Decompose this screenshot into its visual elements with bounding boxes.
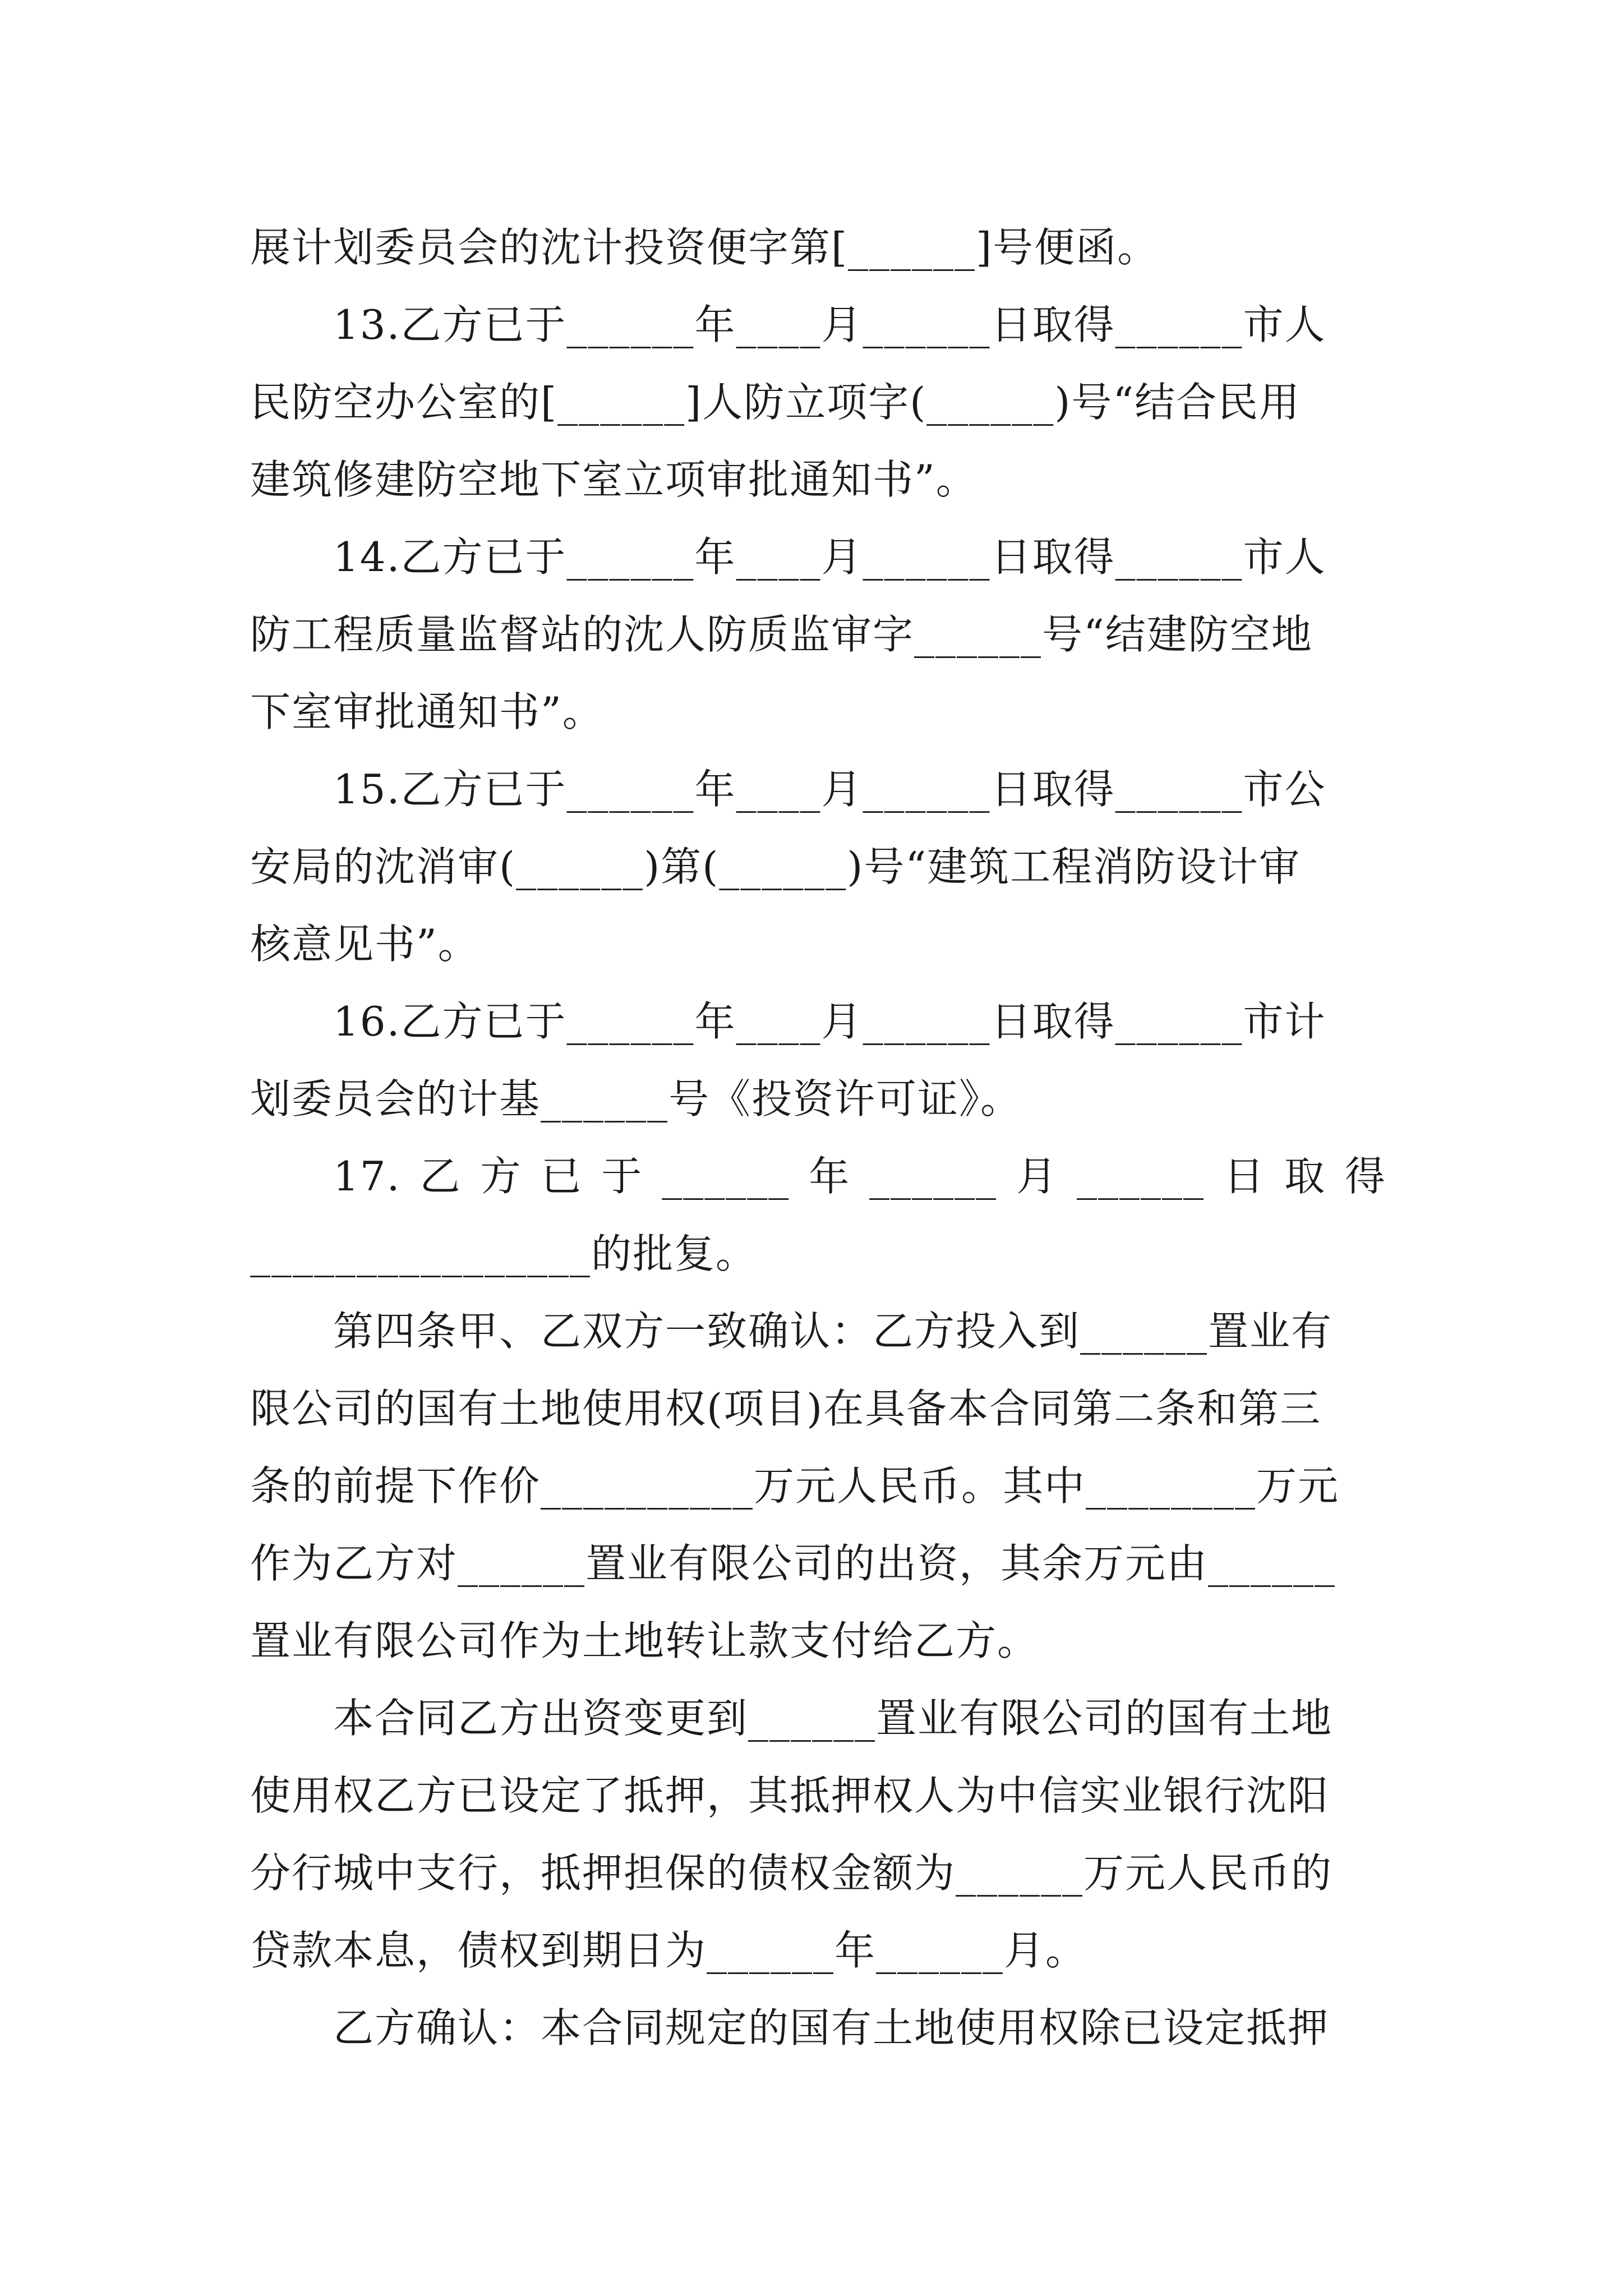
text-line: 第四条甲、乙双方一致确认：乙方投入到______置业有: [250, 1308, 1333, 1355]
text-token: ______: [662, 1153, 790, 1200]
text-line: 作为乙方对______置业有限公司的出资，其余万元由______: [250, 1540, 1336, 1587]
text-line: 下室审批通知书”。: [250, 688, 604, 735]
text-token: 已: [541, 1153, 583, 1200]
text-line: 乙方确认：本合同规定的国有土地使用权除已设定抵押: [250, 2004, 1330, 2051]
text-line: 贷款本息，债权到期日为______年______月。: [250, 1927, 1087, 1974]
text-token: ______: [1077, 1153, 1205, 1200]
text-line: 划委员会的计基______号《投资许可证》。: [250, 1075, 1022, 1122]
text-line: 14.乙方已于______年____月______日取得______市人: [250, 533, 1326, 581]
text-token: 17.: [250, 1153, 401, 1200]
text-line: 13.乙方已于______年____月______日取得______市人: [250, 301, 1326, 348]
text-token: ______: [869, 1153, 998, 1200]
text-line: 建筑修建防空地下室立项审批通知书”。: [250, 456, 978, 503]
text-token: 得: [1344, 1153, 1386, 1200]
text-line: 本合同乙方出资变更到______置业有限公司的国有土地: [250, 1695, 1333, 1742]
text-token: 年: [809, 1153, 851, 1200]
text-line: 安局的沈消审(______)第(______)号“建筑工程消防设计审: [250, 843, 1301, 890]
text-line: 使用权乙方已设定了抵押，其抵押权人为中信实业银行沈阳: [250, 1772, 1330, 1819]
document-page: [250, 209, 1386, 2067]
text-token: 取: [1284, 1153, 1326, 1200]
text-line-spread: [250, 1138, 1386, 1215]
text-line: ________________的批复。: [250, 1230, 758, 1277]
text-line: 防工程质量监督站的沈人防质监审字______号“结建防空地: [250, 611, 1313, 658]
text-token: 日: [1223, 1153, 1265, 1200]
text-line: 核意见书”。: [250, 921, 479, 968]
text-line: 限公司的国有土地使用权(项目)在具备本合同第二条和第三: [250, 1385, 1322, 1432]
text-line: 置业有限公司作为土地转让款支付给乙方。: [250, 1617, 1039, 1664]
text-line: 16.乙方已于______年____月______日取得______市计: [250, 998, 1326, 1045]
text-line: 条的前提下作价__________万元人民币。其中________万元: [250, 1462, 1340, 1510]
text-token: 月: [1016, 1153, 1058, 1200]
text-line: 民防空办公室的[______]人防立项字(______)号“结合民用: [250, 379, 1301, 426]
text-line: 展计划委员会的沈计投资便字第[______]号便函。: [250, 224, 1159, 271]
text-line: 15.乙方已于______年____月______日取得______市公: [250, 766, 1326, 813]
text-token: 乙: [419, 1153, 462, 1200]
text-line: 分行城中支行，抵押担保的债权金额为______万元人民币的: [250, 1849, 1333, 1897]
text-token: 方: [480, 1153, 522, 1200]
text-token: 于: [601, 1153, 643, 1200]
